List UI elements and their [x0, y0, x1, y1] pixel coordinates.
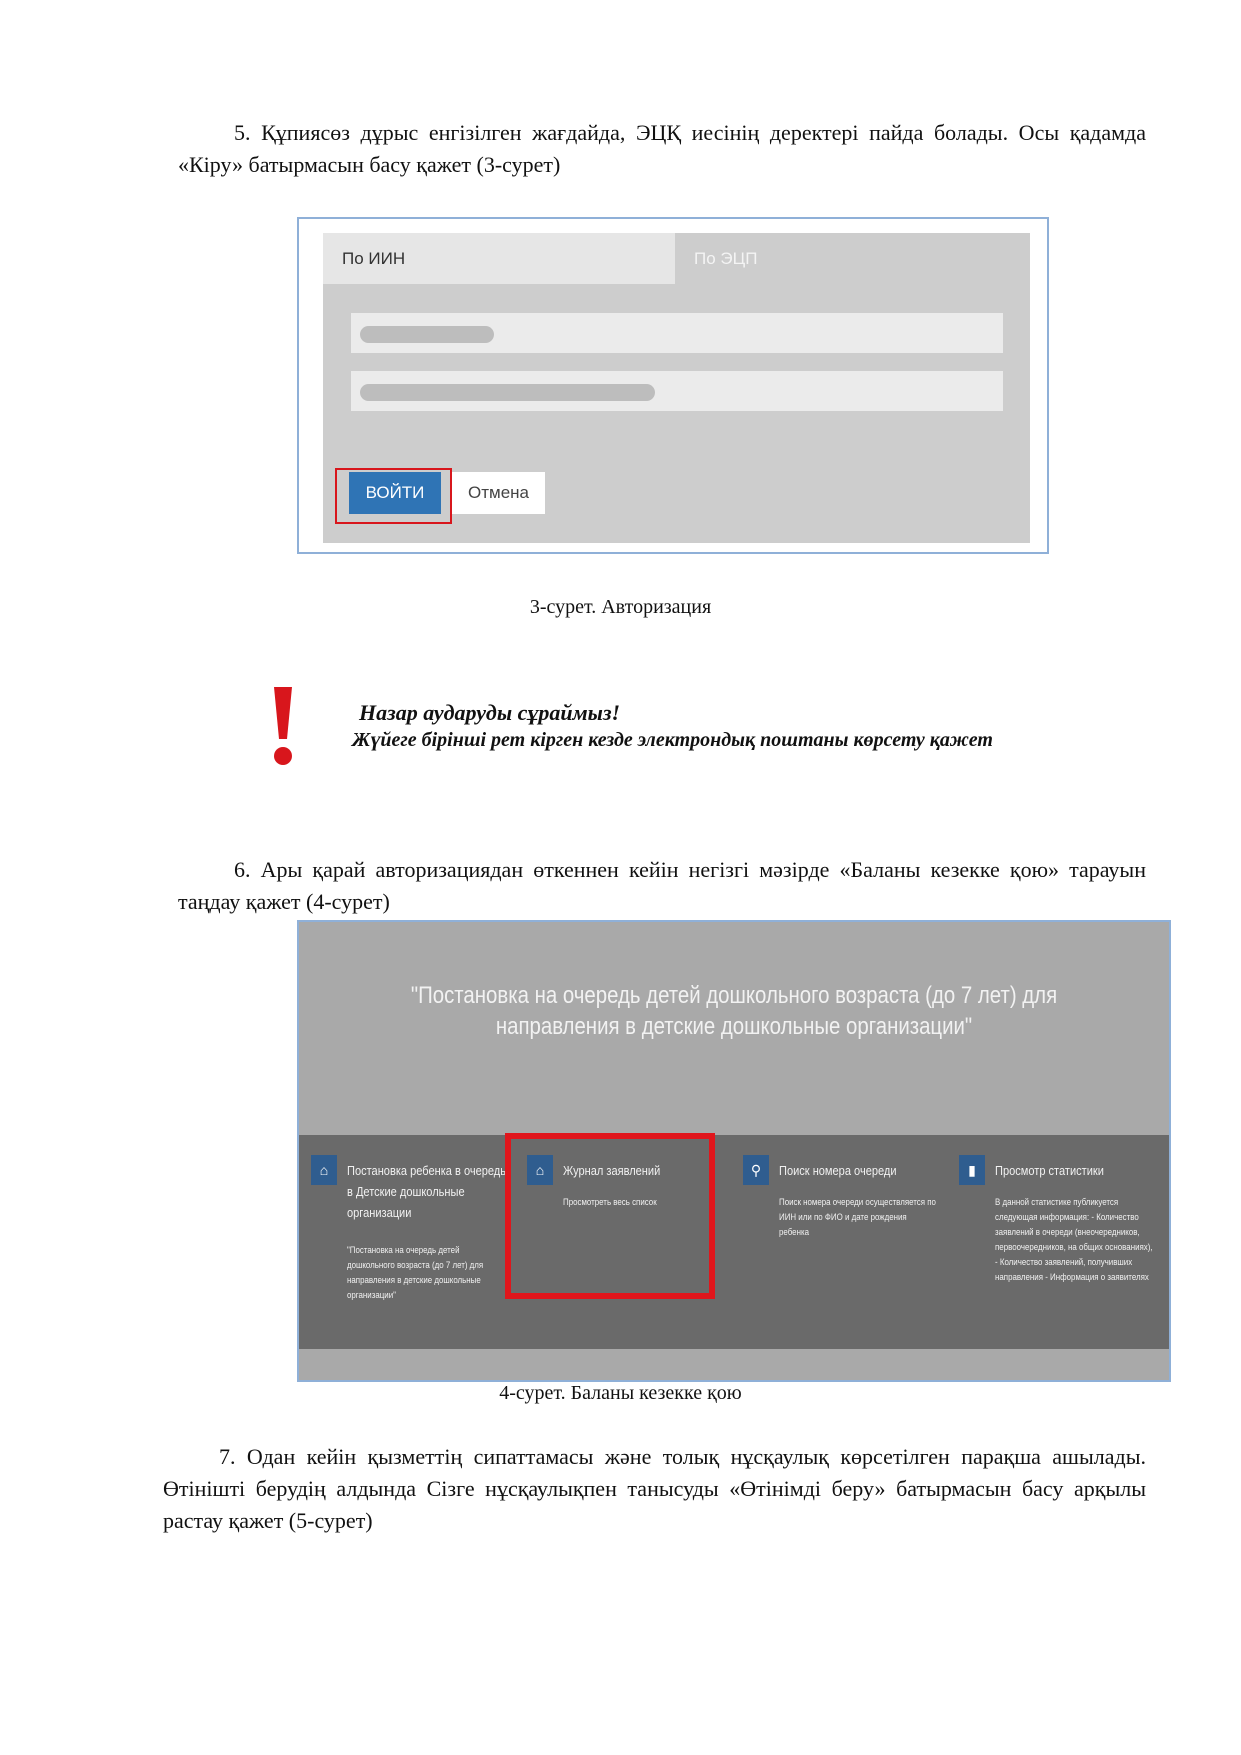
house-icon: ⌂ [311, 1155, 337, 1185]
paragraph-6 [178, 854, 1146, 918]
card-description: В данной статистике публикуется следующая информация: - Количество заявлений в очереди (внеочередников, первоочередников, на общих основаниях), - Количество заявлений, получивших направления - Информация о заявителях [995, 1197, 1153, 1282]
login-panel [323, 233, 1030, 543]
redacted-value [360, 326, 494, 343]
bar-chart-icon: ▮ [959, 1155, 985, 1185]
exclamation-icon [271, 687, 295, 767]
note-text: Жүйеге бірінші рет кірген кезде электрондық поштаны көрсету қажет [352, 729, 993, 751]
service-headline [364, 980, 1104, 1042]
card-title: Постановка ребенка в очередь в Детские дошкольные организации [347, 1163, 507, 1220]
journal-card-highlight [505, 1133, 715, 1299]
card-description: Поиск номера очереди осуществляется по ИИН или по ФИО и дате рождения ребенка [779, 1197, 936, 1237]
tab-ecp[interactable]: По ЭЦП [675, 233, 1030, 284]
paragraph-6-text: Ары қарай авторизациядан өткеннен кейін негізгі мәзірде «Баланы кезекке қою» тарауын таңдау қажет (4-сурет) [178, 857, 1146, 914]
menu-band [299, 1135, 1169, 1349]
paragraph-6-number: 6. [234, 857, 251, 882]
figure-3-caption: 3-сурет. Авторизация [529, 596, 712, 618]
card-title: Журнал заявлений [563, 1163, 661, 1178]
headline-line-1: "Постановка на очередь детей дошкольного возраста (до 7 лет) для [410, 982, 1058, 1009]
paragraph-7-text: Одан кейін қызметтің сипаттамасы және толық нұсқаулық көрсетілген парақша ашылады. Өтінішті берудің алдында Сізге нұсқаулықпен танысуды «Өтінімді беру» батырмасын басу арқылы растау қажет (5-сурет) [163, 1444, 1146, 1533]
paragraph-5 [178, 117, 1146, 181]
cancel-button[interactable]: Отмена [452, 472, 545, 514]
login-button[interactable]: ВОЙТИ [349, 472, 441, 514]
card-title: Поиск номера очереди [779, 1163, 897, 1178]
redacted-value [360, 384, 655, 401]
paragraph-7-number: 7. [219, 1444, 236, 1469]
card-description: "Постановка на очередь детей дошкольного возраста (до 7 лет) для направления в детские дошкольные организации" [347, 1245, 484, 1300]
tab-iin[interactable]: По ИИН [323, 233, 675, 284]
paragraph-5-text: Құпиясөз дұрыс енгізілген жағдайда, ЭЦҚ иесінің деректері пайда болады. Осы қадамда «Кіру» батырмасын басу қажет (3-сурет) [178, 120, 1147, 177]
note-title: Назар аударуды сұраймыз! [359, 700, 621, 725]
blurred-input-1[interactable] [351, 313, 1003, 353]
figure-4-queue-screenshot [297, 920, 1171, 1382]
figure-4-caption: 4-сурет. Баланы кезекке қою [499, 1382, 742, 1404]
search-icon: ⚲ [743, 1155, 769, 1185]
blurred-input-2[interactable] [351, 371, 1003, 411]
headline-line-2: направления в детские дошкольные организации" [495, 1013, 973, 1040]
house-icon: ⌂ [527, 1155, 553, 1185]
card-description: Просмотреть весь список [563, 1197, 657, 1207]
figure-3-login-screenshot [297, 217, 1049, 554]
card-title: Просмотр статистики [995, 1163, 1104, 1178]
paragraph-5-number: 5. [234, 120, 251, 145]
paragraph-7 [163, 1441, 1146, 1537]
